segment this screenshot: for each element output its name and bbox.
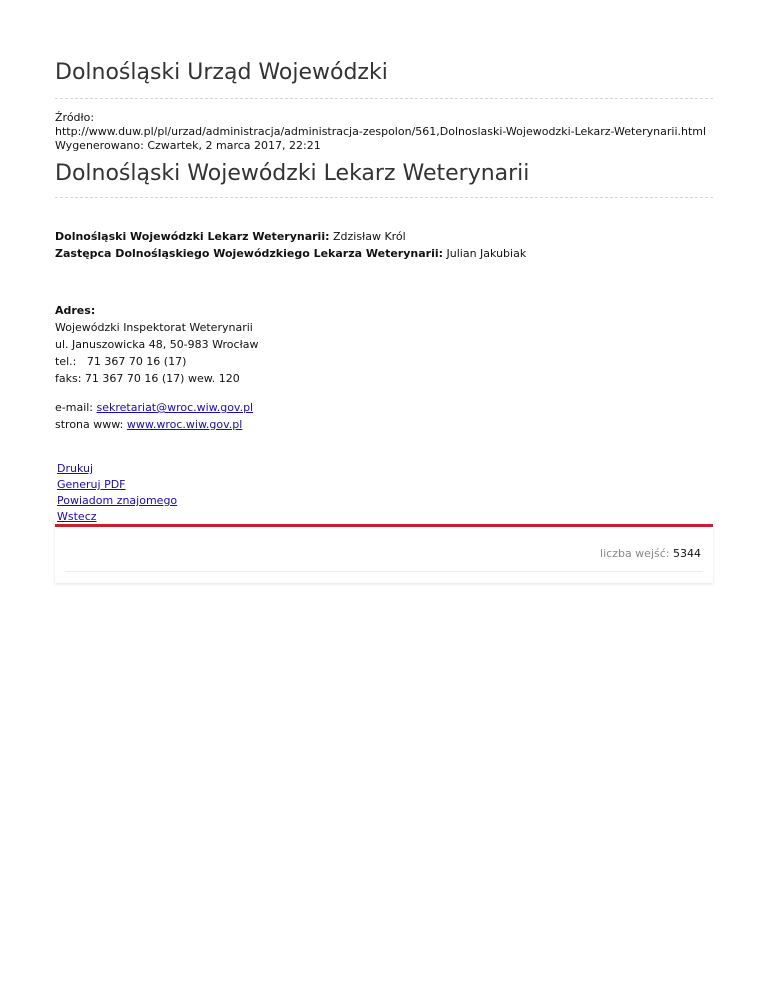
email-link[interactable]: sekretariat@wroc.wiw.gov.pl [96,401,254,414]
print-link[interactable]: Drukuj [57,462,94,475]
deputy-row [55,245,526,262]
footer-box [55,524,713,583]
address-section [55,302,258,387]
generated-date: Wygenerowano: Czwartek, 2 marca 2017, 22:21 [55,139,321,152]
fax: faks: 71 367 70 16 (17) wew. 120 [55,372,240,385]
phone: tel.: 71 367 70 16 (17) [55,355,187,368]
address-line1: Wojewódzki Inspektorat Weterynarii [55,321,253,334]
counter-value: 5344 [673,547,701,560]
source-url: http://www.duw.pl/pl/urzad/administracja/administracja-zespolon/561,Dolnoslaski-Wojewodzki-Lekarz-Weterynarii.html [55,125,707,138]
notify-friend-link[interactable]: Powiadom znajomego [57,494,178,507]
email-row [55,399,253,416]
visit-counter [600,547,701,560]
officials-section [55,228,526,262]
footer-divider [65,571,703,572]
deputy-name: Julian Jakubiak [446,247,527,260]
generate-pdf-link[interactable]: Generuj PDF [57,478,126,491]
email-label: e-mail: [55,401,94,414]
title-divider [55,197,713,198]
chief-name: Zdzisław Król [333,230,406,243]
source-info [55,111,706,153]
www-label: strona www: [55,418,124,431]
source-label: Źródło: [55,111,95,124]
www-row [55,416,253,433]
chief-label: Dolnośląski Wojewódzki Lekarz Weterynarii: [55,230,330,243]
document-title: Dolnośląski Wojewódzki Lekarz Weterynarii [55,161,530,186]
address-line2: ul. Januszowicka 48, 50-983 Wrocław [55,338,259,351]
site-title: Dolnośląski Urząd Wojewódzki [55,60,388,85]
contact-section [55,399,253,433]
actions-list [57,461,177,525]
www-link[interactable]: www.wroc.wiw.gov.pl [126,418,243,431]
back-link[interactable]: Wstecz [57,510,97,523]
address-label: Adres: [55,304,96,317]
deputy-label: Zastępca Dolnośląskiego Wojewódzkiego Lekarza Weterynarii: [55,247,444,260]
header-divider [55,98,713,99]
counter-label: liczba wejść: [600,547,670,560]
chief-row [55,228,526,245]
